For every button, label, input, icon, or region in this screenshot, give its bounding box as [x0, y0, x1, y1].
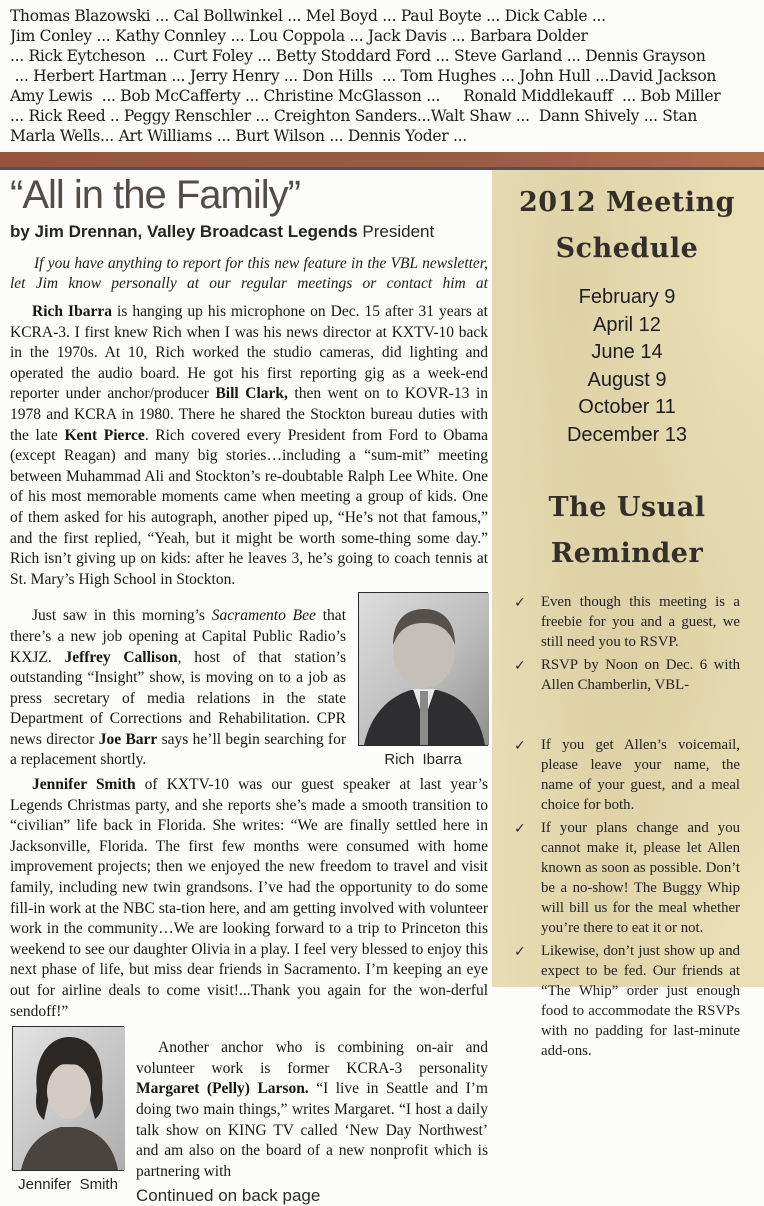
reminder-item-text: If your plans change and you cannot make it, please let Allen known as soon as possible. Don’t be a no-show! The Buggy Whip will bill us for the meal whether you’re there to eat it or not.	[541, 820, 740, 936]
meeting-date: April 12	[593, 313, 661, 336]
meeting-schedule-heading-line1: 2012 Meeting	[518, 187, 736, 218]
reminder-item	[514, 941, 740, 1061]
jennifer-smith-photo	[12, 1026, 124, 1171]
article-intro-note: If you have anything to report for this new feature in the VBL newsletter, let Jim know personally at our regular meetings or contact him at	[10, 255, 488, 292]
roster-line: Thomas Blazowski ... Cal Bollwinkel ... Mel Boyd ... Paul Boyte ... Dick Cable ...	[10, 7, 606, 25]
roster-line: ... Herbert Hartman ... Jerry Henry ... Don Hills ... Tom Hughes ... John Hull ...David Jackson	[10, 67, 717, 85]
checkmark-icon: ✓	[514, 738, 526, 754]
reminder-item	[514, 818, 740, 938]
roster-line: ... Rick Reed .. Peggy Renschler ... Creighton Sanders...Walt Shaw ... Dann Shively ... Stan	[10, 107, 698, 125]
reminder-item-text: Likewise, don’t just show up and expect to be fed. Our friends at “The Whip” order just enough food to accommodate the RSVPs with no padding for last-minute add-ons.	[541, 943, 740, 1059]
jennifer-smith-figure	[12, 1026, 124, 1194]
reminder-checklist	[514, 592, 740, 1061]
usual-reminder-heading-line1: The Usual	[548, 492, 706, 523]
rich-ibarra-caption: Rich Ibarra	[384, 751, 462, 769]
reminder-item-text: RSVP by Noon on Dec. 6 with Allen Chamberlin, VBL-	[541, 657, 740, 693]
reminder-item	[514, 592, 740, 652]
paragraph-rich-ibarra: Rich Ibarra is hanging up his microphone on Dec. 15 after 31 years at KCRA-3. I first knew Rich when I was his news director at KXTV-10 back in the 1970s. At 10, Rich worked the studio cameras, did lighting and operated the audio board. He got his first reporting gig as a week-end reporter under anchor/producer Bill Clark, then went on to KOVR-13 in 1978 and KCRA in 1980. There he shared the Stockton bureau duties with the late Kent Pierce. Rich covered every President from Ford to Obama (except Reagan) and many big stories…including a “sum-mit” meeting between Muhammad Ali and Stockton’s re-doubtable Ralph Lee White. One of his most memorable moments came when meeting a group of kids. One of them asked for his autograph, another piped up, “He’s not that famous,” and the first replied, “Yeah, but it might be worth some-thing some day.” Rich isn’t giving up on kids: after he leaves 3, he’s going to coach tennis at St. Mary’s High School in Stockton.	[10, 303, 489, 588]
article-title: “All in the Family”	[10, 173, 300, 217]
meeting-date-list	[514, 284, 740, 449]
usual-reminder-heading	[514, 485, 740, 577]
continued-on-back-page-note: Continued on back page	[136, 1186, 321, 1206]
jennifer-smith-caption: Jennifer Smith	[18, 1176, 118, 1194]
meeting-date: June 14	[591, 341, 663, 363]
section-divider-bar	[0, 152, 764, 170]
portrait-man-in-suit-illustration	[359, 593, 489, 745]
usual-reminder-heading-line2: Reminder	[550, 538, 704, 569]
paragraph-margaret-larson: Another anchor who is combining on-air and volunteer work is former KCRA-3 personality Margaret (Pelly) Larson. “I live in Seattle and I’m doing two main things,” writes Margaret. “I host a daily talk show on KING TV called ‘New Day Northwest’ and am also on the board of a new nonprofit which is partnering with	[136, 1039, 488, 1180]
meeting-schedule-heading-line2: Schedule	[555, 233, 699, 264]
meeting-date: February 9	[578, 286, 676, 308]
byline-role: President	[362, 222, 435, 241]
reminder-item	[514, 735, 740, 815]
rich-ibarra-photo	[358, 592, 488, 746]
roster-line: ... Rick Eytcheson ... Curt Foley ... Betty Stoddard Ford ... Steve Garland ... Dennis Grayson	[10, 47, 706, 65]
checkmark-icon: ✓	[514, 944, 526, 960]
roster-line: Jim Conley ... Kathy Connley ... Lou Coppola ... Jack Davis ... Barbara Dolder	[10, 27, 588, 45]
meeting-date: December 13	[566, 423, 688, 446]
reminder-item	[514, 655, 740, 695]
rich-ibarra-figure	[358, 592, 488, 769]
byline-author: by Jim Drennan, Valley Broadcast Legends	[10, 222, 363, 241]
article-byline	[10, 221, 488, 243]
paragraph-kxjz-opening: Just saw in this morning’s Sacramento Bee that there’s a new job opening at Capital Public Radio’s KXJZ. Jeffrey Callison, host of that station’s outstanding “Insight” show, is moving on to a job as press secretary of media relations in the state Department of Corrections and Rehabilitation. CPR news director Joe Barr says he’ll begin searching for a replacement shortly.	[10, 607, 346, 769]
meeting-date: October 11	[578, 396, 676, 418]
checkmark-icon: ✓	[514, 595, 526, 611]
roster-line: Marla Wells... Art Williams ... Burt Wilson ... Dennis Yoder ...	[10, 127, 467, 145]
checkmark-icon: ✓	[514, 658, 526, 674]
member-name-roster	[10, 6, 758, 146]
reminder-item-text: Even though this meeting is a freebie for you and a guest, we still need you to RSVP.	[541, 594, 740, 650]
sidebar-panel	[492, 170, 764, 1059]
portrait-woman-illustration	[13, 1027, 125, 1170]
roster-line: Amy Lewis ... Bob McCafferty ... Christine McGlasson ... Ronald Middlekauff ... Bob Miller	[10, 87, 721, 105]
meeting-schedule-heading	[514, 180, 740, 272]
reminder-item-text: If you get Allen’s voicemail, please leave your name, the name of your guest, and a meal choice for both.	[541, 737, 740, 813]
article-column	[10, 172, 488, 1206]
meeting-date: August 9	[587, 368, 667, 391]
paragraph-jennifer-smith: Jennifer Smith of KXTV-10 was our guest speaker at last year’s Legends Christmas party, and she reports she’s made a smooth transition to “civilian” life back in Florida. She writes: “We are finally settled here in Jacksonville, Florida. The first few months were consumed with home improvement projects; then we enjoyed the new freedom to travel and visit family, including new twin grandsons. I’ve had the opportunity to do some fill-in work at the NBC sta-tion here, and am getting involved with volunteer work in the community…We are looking forward to a trip to Princeton this weekend to see our daughter Olivia in a play. I feel very blessed to enjoy this next phase of life, but miss dear friends in Sacramento. I’m keeping an eye out for airline deals to come visit!...Thank you again for the won-derful sendoff!”	[10, 776, 488, 1020]
checkmark-icon: ✓	[514, 821, 526, 837]
